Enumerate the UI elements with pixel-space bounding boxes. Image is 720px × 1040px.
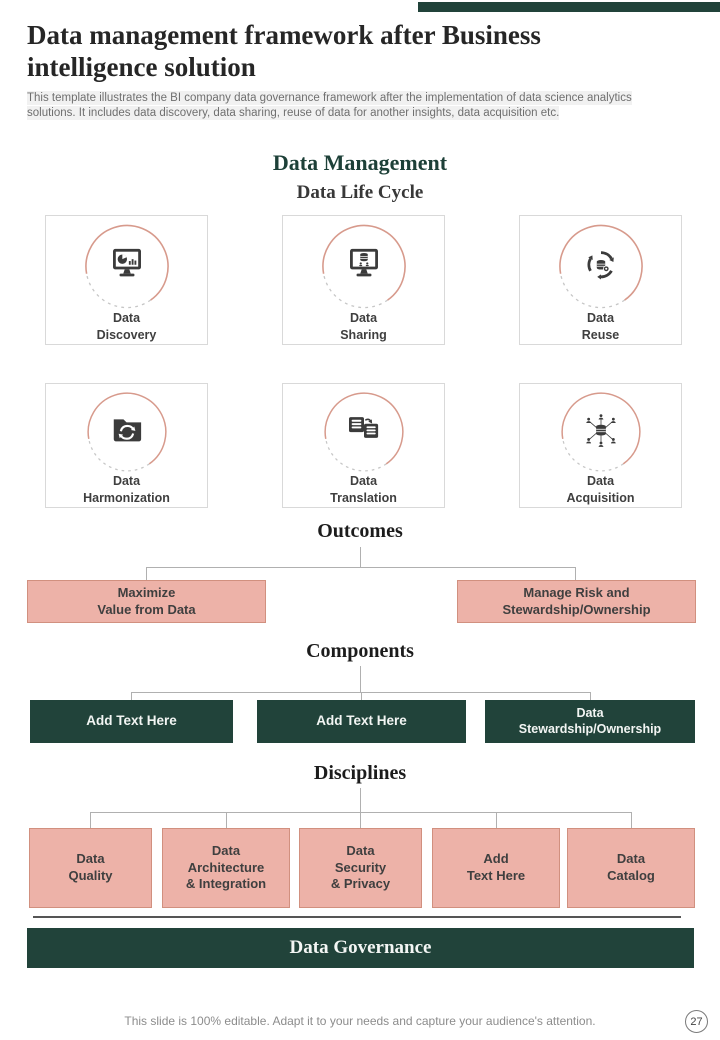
components-connector-drop — [131, 692, 132, 700]
disciplines-connector-stem — [360, 788, 361, 812]
card-label: Data Sharing — [340, 311, 387, 343]
components-connector-drop — [590, 692, 591, 700]
component-box-add-text-2: Add Text Here — [257, 700, 466, 743]
components-connector-drop — [361, 692, 362, 700]
lifecycle-card-data-discovery — [45, 215, 208, 345]
outcome-box-maximize-value: Maximize Value from Data — [27, 580, 266, 623]
outcomes-connector-drop — [575, 567, 576, 580]
card-label: Data Harmonization — [83, 474, 170, 506]
discipline-box-data-security: Data Security & Privacy — [299, 828, 422, 908]
outcome-box-manage-risk: Manage Risk and Stewardship/Ownership — [457, 580, 696, 623]
monitor-pie-chart-icon — [80, 220, 174, 313]
disciplines-connector-drop — [631, 812, 632, 828]
component-box-add-text-1: Add Text Here — [30, 700, 233, 743]
bottom-divider — [33, 916, 681, 918]
discipline-box-add-text: Add Text Here — [432, 828, 560, 908]
card-label: Data Translation — [330, 474, 397, 506]
folder-sync-icon — [80, 388, 174, 476]
lifecycle-heading: Data Life Cycle — [296, 182, 424, 203]
data-governance-bar: Data Governance — [27, 928, 694, 968]
disciplines-heading: Disciplines — [313, 762, 407, 784]
accent-topbar — [418, 2, 720, 12]
card-label: Data Discovery — [96, 311, 157, 343]
page-subtitle: This template illustrates the BI company data governance framework after the implementation of data science analytics solutions. It includes data discovery, data sharing, reuse of data for another insights, data acquisition etc. — [27, 92, 632, 119]
outcomes-connector-stem — [360, 547, 361, 567]
component-box-data-stewardship: Data Stewardship/Ownership — [485, 700, 695, 743]
page-title: Data management framework after Business intelligence solution — [27, 20, 541, 82]
discipline-box-data-architecture: Data Architecture & Integration — [162, 828, 290, 908]
page-number-badge: 27 — [685, 1010, 708, 1033]
components-heading: Components — [306, 640, 414, 662]
lifecycle-card-data-harmonization — [45, 383, 208, 508]
discipline-box-data-quality: Data Quality — [29, 828, 152, 908]
disciplines-connector-drop — [226, 812, 227, 828]
lifecycle-card-data-translation — [282, 383, 445, 508]
lifecycle-card-data-reuse — [519, 215, 682, 345]
components-connector-stem — [360, 666, 361, 692]
card-label: Data Acquisition — [566, 474, 635, 506]
disciplines-connector-drop — [360, 812, 361, 828]
monitor-database-icon — [317, 220, 411, 313]
lifecycle-card-data-sharing — [282, 215, 445, 345]
recycle-arrows-database-icon — [554, 220, 648, 313]
diagram-heading: Data Management — [272, 150, 448, 175]
footer-note: This slide is 100% editable. Adapt it to your needs and capture your audience's attention. — [124, 1014, 596, 1028]
outcomes-connector-drop — [146, 567, 147, 580]
outcomes-connector-bar — [146, 567, 576, 568]
disciplines-connector-drop — [90, 812, 91, 828]
outcomes-heading: Outcomes — [317, 520, 403, 542]
disciplines-connector-drop — [496, 812, 497, 828]
database-transfer-icon — [317, 388, 411, 476]
card-label: Data Reuse — [581, 311, 620, 343]
lifecycle-card-data-acquisition — [519, 383, 682, 508]
discipline-box-data-catalog: Data Catalog — [567, 828, 695, 908]
database-network-icon — [554, 388, 648, 476]
